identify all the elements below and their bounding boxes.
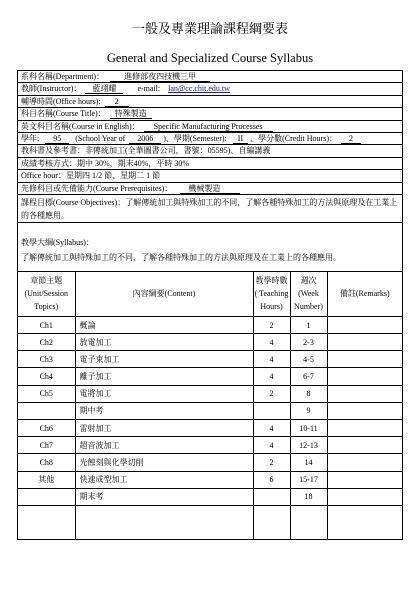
cell-content: 快速成型加工 — [75, 471, 253, 488]
term-row — [18, 133, 402, 145]
cell-unit: Ch2 — [18, 334, 75, 351]
table-row — [18, 471, 402, 488]
semester-label: )、學期(Semester): — [163, 133, 227, 143]
cell-content: 雷射加工 — [75, 420, 253, 437]
header-unit-line: 章節主題 — [30, 276, 63, 286]
cell-unit: Ch8 — [18, 454, 75, 471]
course-title-row — [18, 108, 402, 120]
cell-hours: 4 — [253, 351, 290, 368]
cell-week: 4-5 — [290, 351, 327, 368]
course-title-value: 特殊製造 — [110, 109, 152, 119]
cell-week: 18 — [290, 488, 327, 505]
cell-week: 8 — [290, 385, 327, 402]
page-subtitle: General and Specialized Course Syllabus — [106, 51, 314, 65]
cell-hours: 4 — [253, 334, 290, 351]
textbook-row: 教科書及參考書：非傳統加工(全華圖書公司，書號：05595)、自編講義 — [18, 145, 402, 157]
cell-unit: Ch6 — [18, 420, 75, 437]
cell-unit: Ch4 — [18, 368, 75, 385]
syllabus-text: 了解傳統加工與特殊加工的不同，了解各種特殊加工的方法與原理及在工業上的各種應用。 — [21, 252, 341, 262]
objectives-row: 課程目標(Course Objectives)：了解傳統加工與特殊加工的不同，了解各種特殊加工的方法與原理及在工業上的各種應用。 — [18, 195, 402, 223]
header-week-line: 週次 — [300, 276, 317, 286]
cell-content: 概論 — [75, 316, 253, 333]
cell-week: 12-13 — [290, 437, 327, 454]
cell-week: 10-11 — [290, 420, 327, 437]
header-hours-line: ( Teaching — [254, 289, 289, 299]
year-value: 95 — [45, 134, 69, 144]
syllabus-label: 教學大綱(Syllabus)： — [21, 237, 94, 247]
prerequisites-value: 機械製造 — [180, 184, 240, 194]
cell-remarks — [327, 420, 402, 437]
school-year-value: 2006 — [129, 134, 161, 144]
cell-week: 1 — [290, 316, 327, 333]
header-content — [75, 271, 253, 316]
cell-hours — [253, 402, 290, 419]
header-remarks-label: 備註(Remarks) — [339, 289, 390, 299]
cell-content: 期末考 — [75, 488, 253, 505]
cell-content: 電子束加工 — [75, 351, 253, 368]
cell-unit — [18, 402, 75, 419]
cell-hours — [253, 488, 290, 505]
cell-remarks — [327, 368, 402, 385]
cell-remarks — [327, 437, 402, 454]
schedule-header-row — [18, 271, 402, 316]
cell-content: 超音波加工 — [75, 437, 253, 454]
schedule-body — [18, 316, 402, 539]
cell-week — [290, 505, 327, 539]
table-row — [18, 420, 402, 437]
header-hours — [253, 271, 290, 316]
cell-hours — [253, 505, 290, 539]
cell-content: 期中考 — [75, 402, 253, 419]
cell-remarks — [327, 505, 402, 539]
cell-hours: 4 — [253, 368, 290, 385]
course-english-row — [18, 121, 402, 133]
cell-remarks — [327, 402, 402, 419]
header-content-label: 內容綱要(Content) — [132, 289, 196, 299]
header-hours-line: Hours) — [260, 302, 283, 312]
cell-week: 6-7 — [290, 368, 327, 385]
table-row — [18, 385, 402, 402]
office-hours-row — [18, 96, 402, 108]
course-english-value: Specific Manufacturing Processes — [144, 122, 273, 132]
cell-hours: 2 — [253, 385, 290, 402]
cell-week: 14 — [290, 454, 327, 471]
cell-unit: 其他 — [18, 471, 75, 488]
semester-value: II — [233, 134, 248, 144]
table-row — [18, 334, 402, 351]
email-label: e-mail: — [137, 84, 161, 94]
cell-hours: 2 — [253, 454, 290, 471]
cell-remarks — [327, 471, 402, 488]
cell-hours: 4 — [253, 437, 290, 454]
header-week — [290, 271, 327, 316]
cell-week: 9 — [290, 402, 327, 419]
header-week-line: Number) — [294, 302, 323, 312]
header-week-line: (Week — [298, 289, 319, 299]
cell-week: 15-17 — [290, 471, 327, 488]
table-row — [18, 454, 402, 471]
syllabus-form — [17, 70, 403, 540]
table-row — [18, 488, 402, 505]
cell-unit — [18, 488, 75, 505]
cell-hours: 4 — [253, 420, 290, 437]
page-title: 一般及專業理論課程綱要表 — [131, 22, 288, 37]
cell-remarks — [327, 488, 402, 505]
table-row — [18, 505, 402, 539]
header-unit-line: Topics) — [34, 302, 59, 312]
cell-remarks — [327, 334, 402, 351]
cell-remarks — [327, 454, 402, 471]
cell-unit: Ch3 — [18, 351, 75, 368]
header-hours-line: 教學時數 — [255, 276, 288, 286]
course-english-label: 英文科目名稱(Course in English)： — [21, 121, 140, 131]
cell-remarks — [327, 351, 402, 368]
cell-unit — [18, 505, 75, 539]
year-label: 學年: — [21, 133, 40, 143]
cell-hours: 6 — [253, 471, 290, 488]
school-year-label: (School Year of — [75, 133, 126, 143]
office-hours-value: 2 — [105, 97, 129, 107]
cell-content — [75, 505, 253, 539]
cell-remarks — [327, 316, 402, 333]
department-value: 進修部夜四技機三甲 — [110, 72, 210, 82]
prerequisites-row — [18, 183, 402, 195]
table-row — [18, 368, 402, 385]
department-label: 系科名稱(Department)： — [21, 72, 105, 81]
instructor-label: 教師(Instructor)： — [21, 84, 82, 94]
table-row — [18, 402, 402, 419]
table-row — [18, 437, 402, 454]
grading-row: 成績考核方式：期中 30%，期末40%，平時 30% — [18, 158, 402, 170]
header-unit — [18, 271, 75, 316]
office-hour-schedule-row: Office hour：星期四 1/2 節、星期二 1 節 — [18, 170, 402, 182]
cell-content: 光蝕刻與化學切削 — [75, 454, 253, 471]
table-row — [18, 351, 402, 368]
syllabus-section — [18, 223, 402, 540]
cell-content: 放電加工 — [75, 334, 253, 351]
prerequisites-label: 先修科目或先備能力(Course Prerequisites)： — [21, 183, 173, 193]
instructor-row — [18, 83, 402, 95]
credit-value: 2 — [341, 134, 361, 144]
course-title-label: 科目名稱(Course Title)： — [21, 109, 106, 119]
cell-content: 離子加工 — [75, 368, 253, 385]
office-hours-label: 輔導時間(Office hours): — [21, 96, 101, 106]
cell-hours: 2 — [253, 316, 290, 333]
cell-remarks — [327, 385, 402, 402]
schedule-table — [18, 271, 402, 540]
cell-content: 電將加工 — [75, 385, 253, 402]
instructor-name: 藍翊耀 — [85, 84, 123, 94]
cell-week: 2-3 — [290, 334, 327, 351]
cell-unit: Ch1 — [18, 316, 75, 333]
header-remarks — [327, 271, 402, 316]
cell-unit: Ch5 — [18, 385, 75, 402]
department-row — [18, 71, 402, 83]
header-unit-line: (Unit/Session — [24, 289, 69, 299]
cell-unit: Ch7 — [18, 437, 75, 454]
email-link[interactable]: lan@cc.chit.edu.tw — [168, 84, 230, 94]
credit-label: 、學分數(Credit Hours)： — [250, 133, 337, 143]
table-row — [18, 316, 402, 333]
